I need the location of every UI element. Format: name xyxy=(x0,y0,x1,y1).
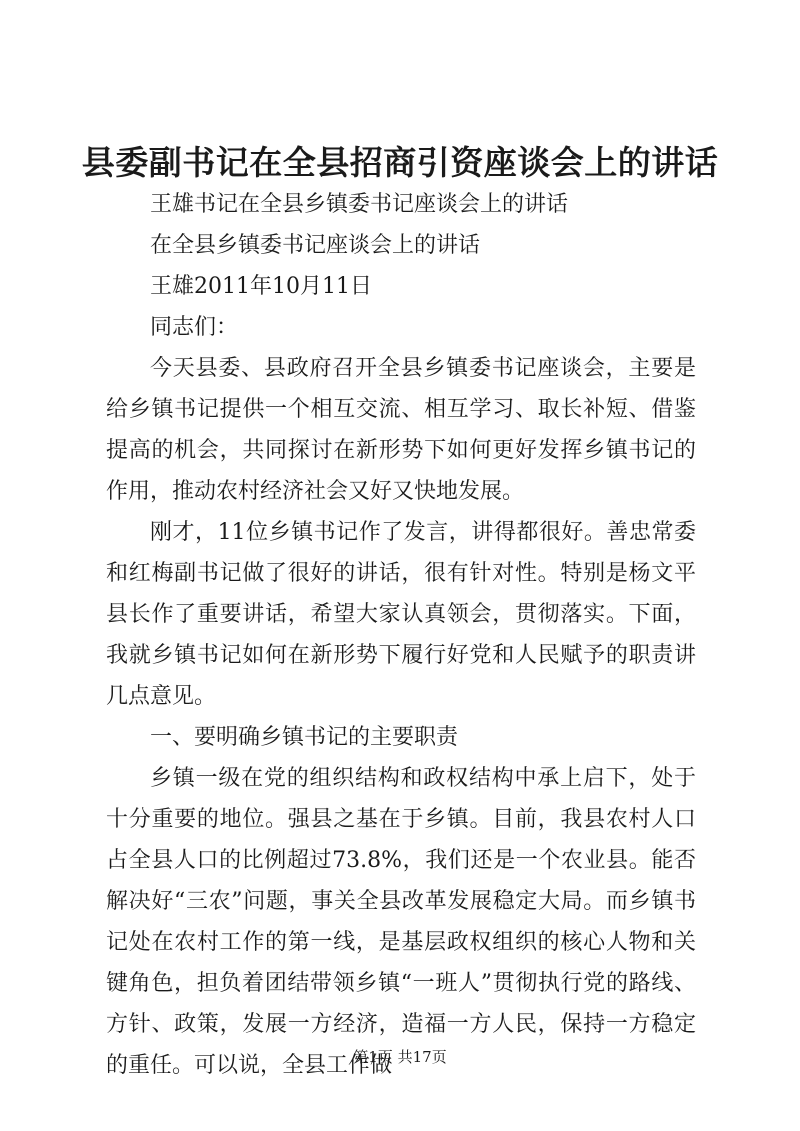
paragraph-author-date: 王雄2011年10月11日 xyxy=(150,274,372,299)
paragraph-subtitle-1: 王雄书记在全县乡镇委书记座谈会上的讲话 xyxy=(150,192,569,217)
paragraph-salutation: 同志们： xyxy=(150,315,239,340)
document-title: 县委副书记在全县招商引资座谈会上的讲话 xyxy=(81,143,719,182)
paragraph-subtitle-2: 在全县乡镇委书记座谈会上的讲话 xyxy=(150,233,481,258)
paragraph-body: 乡镇一级在党的组织结构和政权结构中承上启下，处于十分重要的地位。强县之基在于乡镇。目前，我县农村人口占全县人口的比例超过73.8%，我们还是一个农业县。能否解决好“三农”问题，事关全县改革发展稳定大局。而乡镇书记处在农村工作的第一线，是基层政权组织的核心人物和关键角色，担负着团结带领乡镇“一班人”贯彻执行党的路线、方针、政策，发展一方经济，造福一方人民，保持一方稳定的重任。可以说，全县工作做 xyxy=(106,766,696,1078)
paragraph-body: 今天县委、县政府召开全县乡镇委书记座谈会，主要是给乡镇书记提供一个相互交流、相互学习、取长补短、借鉴提高的机会，共同探讨在新形势下如何更好发挥乡镇书记的作用，推动农村经济社会又好又快地发展。 xyxy=(106,356,696,504)
page-footer: 第1页 共17页 xyxy=(353,1048,447,1066)
paragraph-body: 刚才，11位乡镇书记作了发言，讲得都很好。善忠常委和红梅副书记做了很好的讲话，很有针对性。特别是杨文平县长作了重要讲话，希望大家认真领会，贯彻落实。下面，我就乡镇书记如何在新形势下履行好党和人民赋予的职责讲几点意见。 xyxy=(106,520,696,709)
section-heading: 一、要明确乡镇书记的主要职责 xyxy=(150,725,459,750)
document-body xyxy=(106,184,696,1086)
